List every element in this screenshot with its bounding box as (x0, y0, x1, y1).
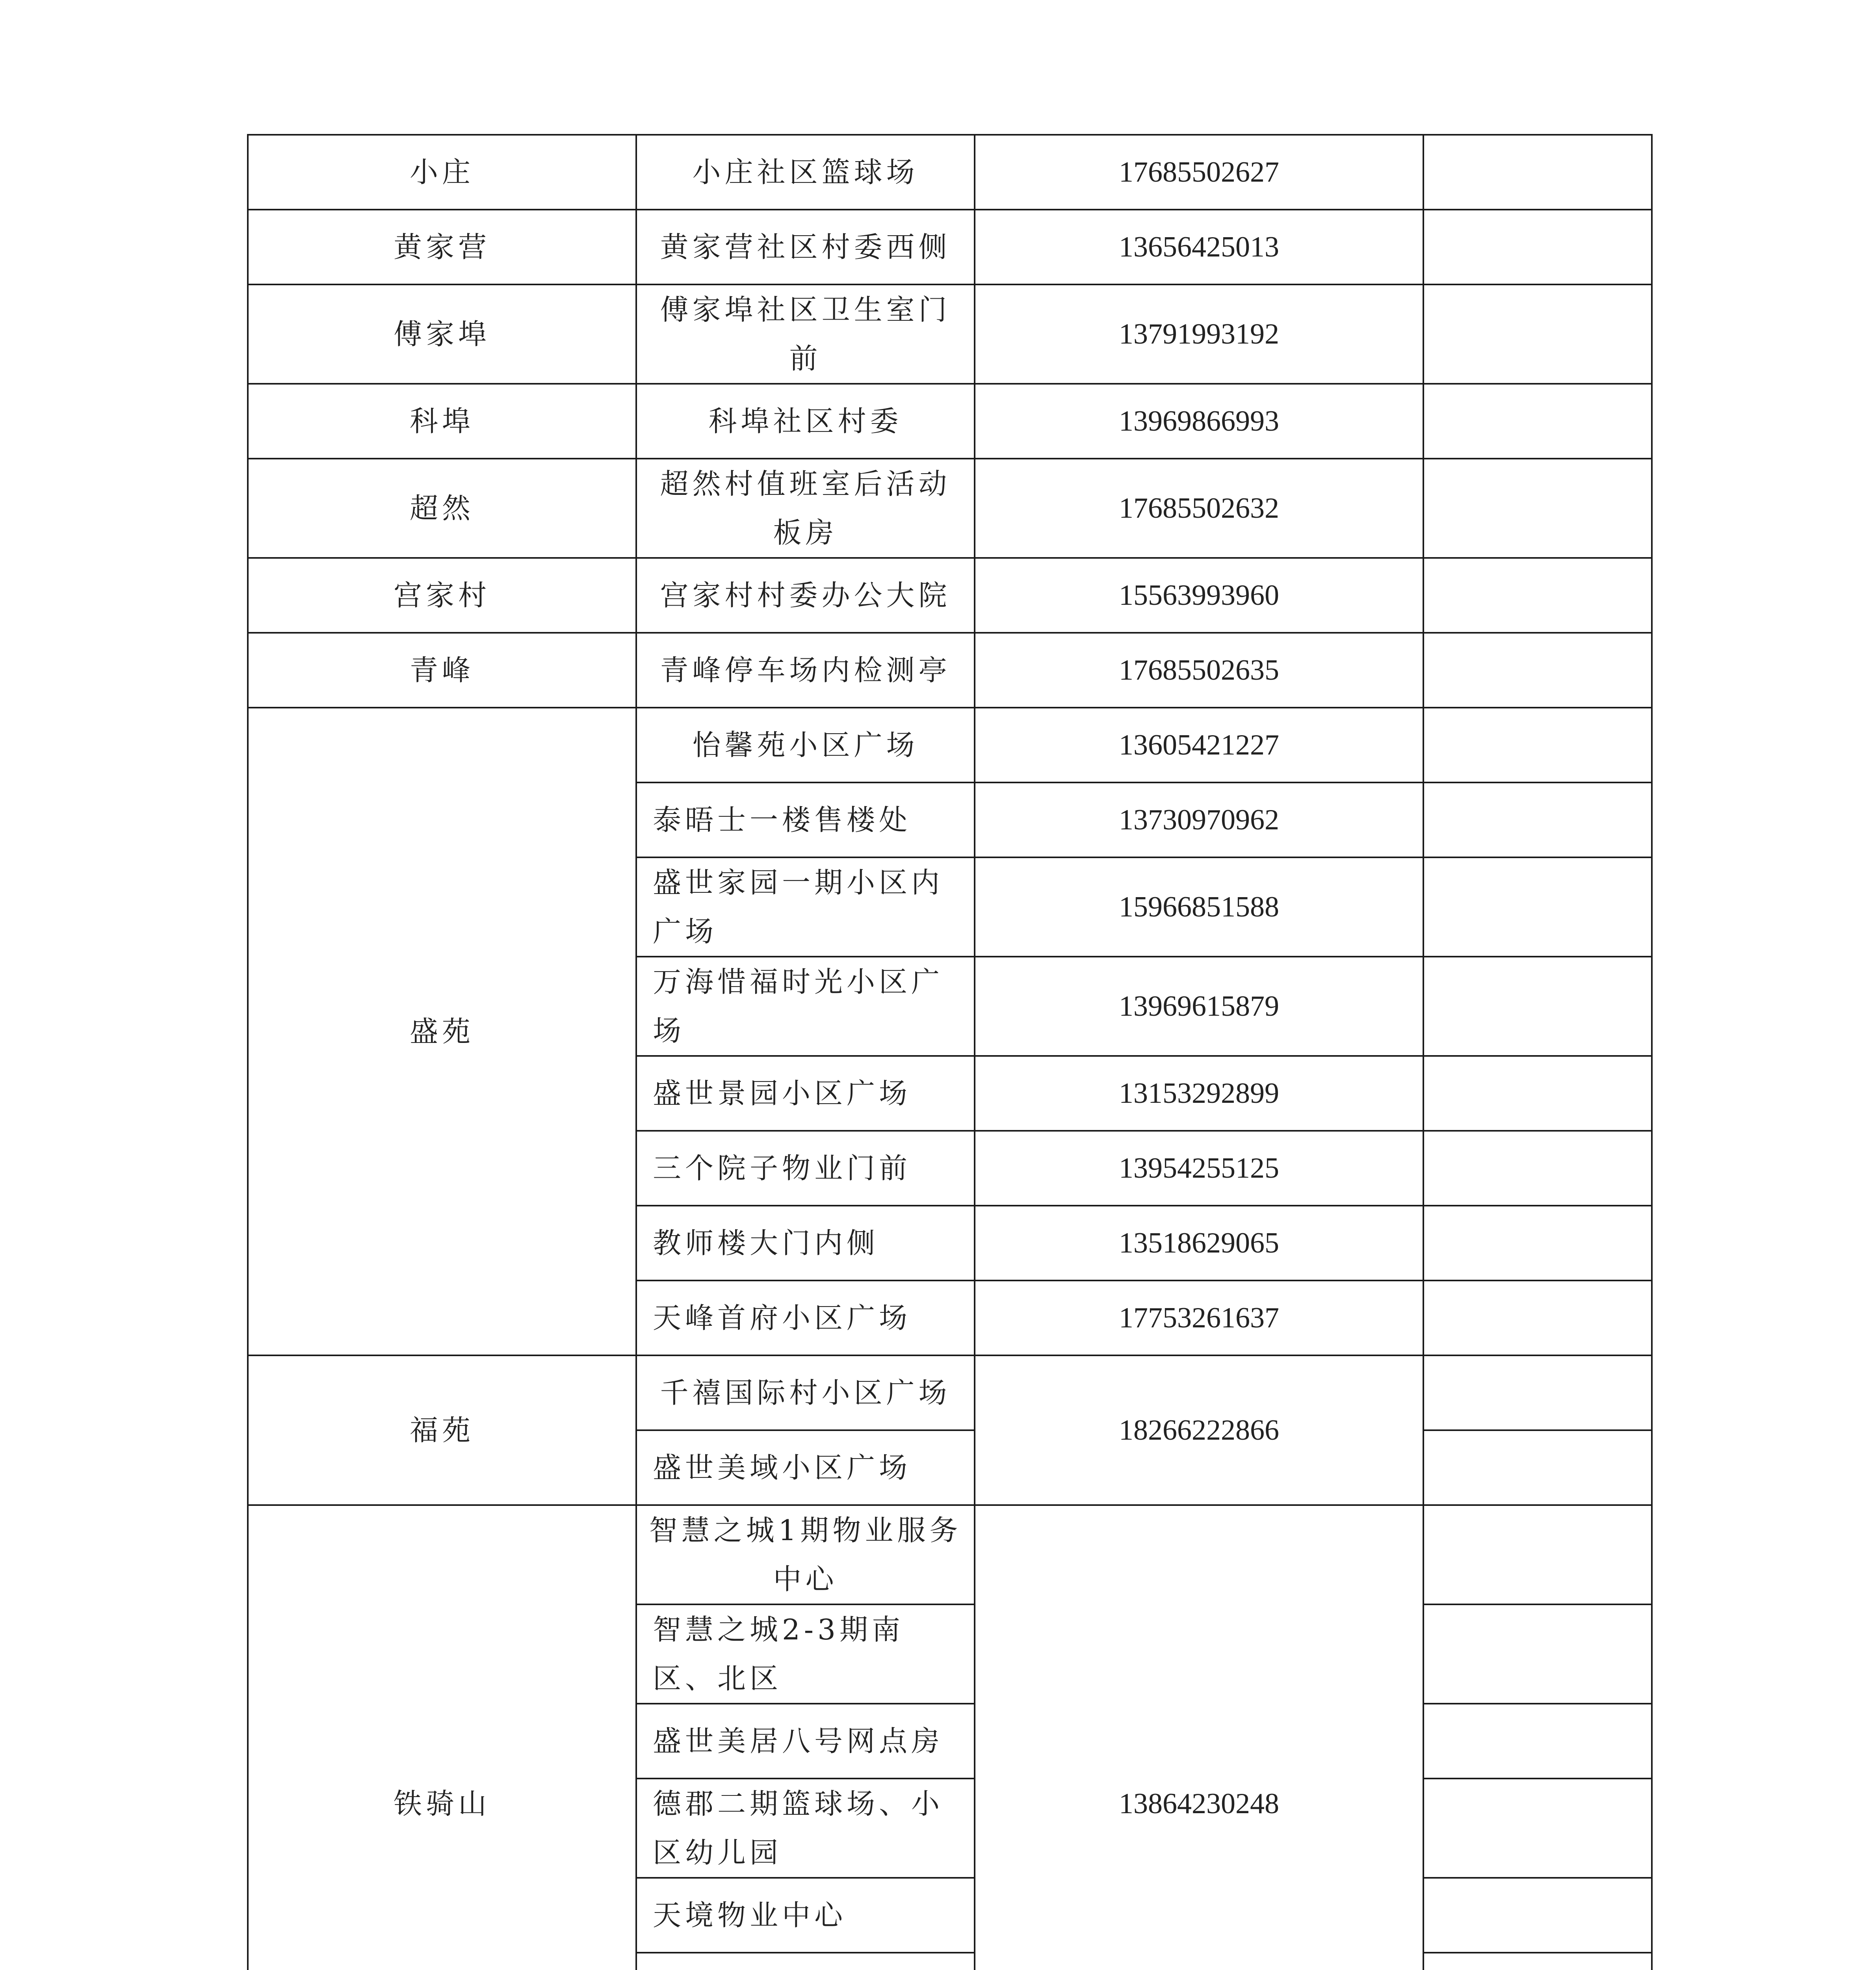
blank-cell (1423, 957, 1652, 1056)
blank-cell (1423, 708, 1652, 782)
table-row (248, 384, 1652, 459)
site-cell: 天峰首府小区广场 (636, 1280, 975, 1355)
site-cell: 教师楼大门内侧 (636, 1206, 975, 1280)
community-cell: 青峰 (248, 633, 636, 708)
site-cell: 超然村值班室后活动板房 (636, 459, 975, 558)
phone-cell: 13791993192 (975, 284, 1423, 384)
site-cell: 天境物业中心 (636, 1878, 975, 1953)
phone-cell: 17685502627 (975, 135, 1423, 210)
blank-cell (1423, 1056, 1652, 1131)
blank-cell (1423, 459, 1652, 558)
community-cell: 宫家村 (248, 558, 636, 633)
phone-cell: 13730970962 (975, 782, 1423, 857)
community-cell: 傅家埠 (248, 284, 636, 384)
site-cell: 智慧之城2-3期南区、北区 (636, 1604, 975, 1704)
site-cell: 盛世美域小区广场 (636, 1430, 975, 1505)
phone-cell: 13518629065 (975, 1206, 1423, 1280)
table-row (248, 459, 1652, 558)
blank-cell (1423, 1430, 1652, 1505)
phone-cell: 15563993960 (975, 558, 1423, 633)
phone-cell: 17685502632 (975, 459, 1423, 558)
table-row (248, 633, 1652, 708)
blank-cell (1423, 857, 1652, 957)
community-cell: 科埠 (248, 384, 636, 459)
table-row (248, 1505, 1652, 1604)
blank-cell (1423, 1604, 1652, 1704)
blank-cell (1423, 135, 1652, 210)
blank-cell (1423, 384, 1652, 459)
site-cell: 小庄社区篮球场 (636, 135, 975, 210)
phone-cell: 18266222866 (975, 1355, 1423, 1505)
site-cell: 黄家营社区村委西侧 (636, 210, 975, 284)
blank-cell (1423, 284, 1652, 384)
blank-cell (1423, 1280, 1652, 1355)
site-cell: 盛世美居八号网点房 (636, 1704, 975, 1779)
site-cell: 千禧国际村小区广场 (636, 1355, 975, 1430)
phone-cell: 17685502635 (975, 633, 1423, 708)
blank-cell (1423, 1779, 1652, 1878)
community-cell: 小庄 (248, 135, 636, 210)
blank-cell (1423, 1953, 1652, 1970)
blank-cell (1423, 1355, 1652, 1430)
blank-cell (1423, 1878, 1652, 1953)
table-row (248, 558, 1652, 633)
site-cell: 青峰停车场内检测亭 (636, 633, 975, 708)
site-cell: 傅家埠社区卫生室门前 (636, 284, 975, 384)
community-cell: 超然 (248, 459, 636, 558)
phone-cell: 13969866993 (975, 384, 1423, 459)
blank-cell (1423, 1704, 1652, 1779)
table-row (248, 210, 1652, 284)
site-cell: 盛世家园一期小区内广场 (636, 857, 975, 957)
blank-cell (1423, 1505, 1652, 1604)
table-row (248, 708, 1652, 782)
community-cell: 福苑 (248, 1355, 636, 1505)
blank-cell (1423, 210, 1652, 284)
site-cell: 德郡二期篮球场、小区幼儿园 (636, 1779, 975, 1878)
site-cell: 万海惜福时光小区广场 (636, 957, 975, 1056)
table-row (248, 284, 1652, 384)
phone-cell: 13153292899 (975, 1056, 1423, 1131)
phone-cell: 13864230248 (975, 1505, 1423, 1970)
table-row (248, 135, 1652, 210)
phone-cell: 13969615879 (975, 957, 1423, 1056)
community-cell: 盛苑 (248, 708, 636, 1355)
blank-cell (1423, 633, 1652, 708)
blank-cell (1423, 1131, 1652, 1206)
table-row (248, 1355, 1652, 1430)
community-cell: 铁骑山 (248, 1505, 636, 1970)
phone-cell: 15966851588 (975, 857, 1423, 957)
blank-cell (1423, 1206, 1652, 1280)
site-cell: 盛世景园小区广场 (636, 1056, 975, 1131)
phone-cell: 13656425013 (975, 210, 1423, 284)
testing-site-table (247, 134, 1653, 1970)
site-cell: 宫家村村委办公大院 (636, 558, 975, 633)
phone-cell: 13954255125 (975, 1131, 1423, 1206)
site-cell: 科埠社区村委 (636, 384, 975, 459)
site-cell: 智慧之城1期物业服务中心 (636, 1505, 975, 1604)
phone-cell: 17753261637 (975, 1280, 1423, 1355)
community-cell: 黄家营 (248, 210, 636, 284)
phone-cell: 13605421227 (975, 708, 1423, 782)
blank-cell (1423, 782, 1652, 857)
site-cell: 三个院子物业门前 (636, 1131, 975, 1206)
site-cell (636, 1953, 975, 1970)
site-cell: 怡馨苑小区广场 (636, 708, 975, 782)
blank-cell (1423, 558, 1652, 633)
site-cell: 泰晤士一楼售楼处 (636, 782, 975, 857)
